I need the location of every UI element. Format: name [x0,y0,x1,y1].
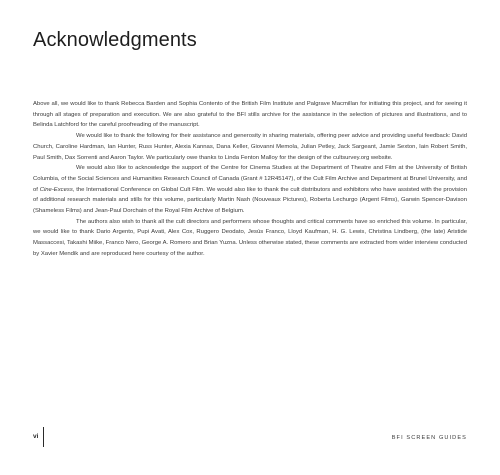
paragraph-text: The authors also wish to thank all the cult directors and performers whose thoughts and critical comments have so enriched this volume. In particular, we would like to thank Dario Argento, Pupi Avati, Alex Cox, Ruggero Deodato, Jesús Franco, Lloyd Kaufman, H. G. Lewis, Christina Lindberg, (the late) Aristide Massaccesi, Takashi Miike, Franco Nero, George A. Romero and Brian Yuzna. Unless otherwise stated, these comments are extracted from wider interview conducted by Xavier Mendik and are reproduced here courtesy of the author. [33,218,467,257]
paragraph-text: We would like to thank the following for their assistance and generosity in sharing materials, offering peer advice and providing useful feedback: David Church, Caroline Hardman, Ian Hunter, Russ Hunter, Alexia Kannas, Dana Keller, Giovanni Memola, Julian Petley, Jack Sargeant, Jamie Sexton, Iain Robert Smith, Paul Smith, Dax Sorrenti and Aaron Taylor. We particularly owe thanks to Linda Fenton Malloy for the design of the cultsurvey.org website. [33,133,467,161]
paragraph [33,217,467,260]
paragraph [33,131,467,163]
italic-title: Cine-Excess [39,186,73,193]
paragraph [33,163,467,217]
acknowledgments-body [33,99,467,260]
paragraph [33,99,467,131]
paragraph-text: We would also like to acknowledge the support of the Centre for Cinema Studies at the Department of Theatre and Film at the University of British Columbia, of the Social Sciences and Humanities Research Council of Canada (Grant # 12R45147), of the Cult Film Archive and Department at Brunel University, and of [33,165,467,193]
series-title: BFI SCREEN GUIDES [391,435,467,441]
paragraph-text: , the International Conference on Global Cult Film. We would also like to thank the cult distributors and exhibitors who have assisted with the provision of additional research materials and stills for this volume, particularly Martin Nash (Nouveaux Pictures), Roberta Lechurgo (Argent Films), Garwin Spencer-Davison (Shameless Films) and Jean-Paul Dorchain of the Royal Film Archive of Belgium. [33,186,467,215]
paragraph-text: Above all, we would like to thank Rebecca Barden and Sophia Contento of the British Film Institute and Palgrave Macmillan for initiating this project, and for seeing it through all stages of preparation and execution. We are also grateful to the BFI stills archive for the assistance in the selection of pictures and illustrations, and to Belinda Latchford for the careful proofreading of the manuscript. [33,101,467,129]
footer-divider [43,427,44,447]
page-number: vi [33,433,39,440]
page-title: Acknowledgments [33,29,197,51]
